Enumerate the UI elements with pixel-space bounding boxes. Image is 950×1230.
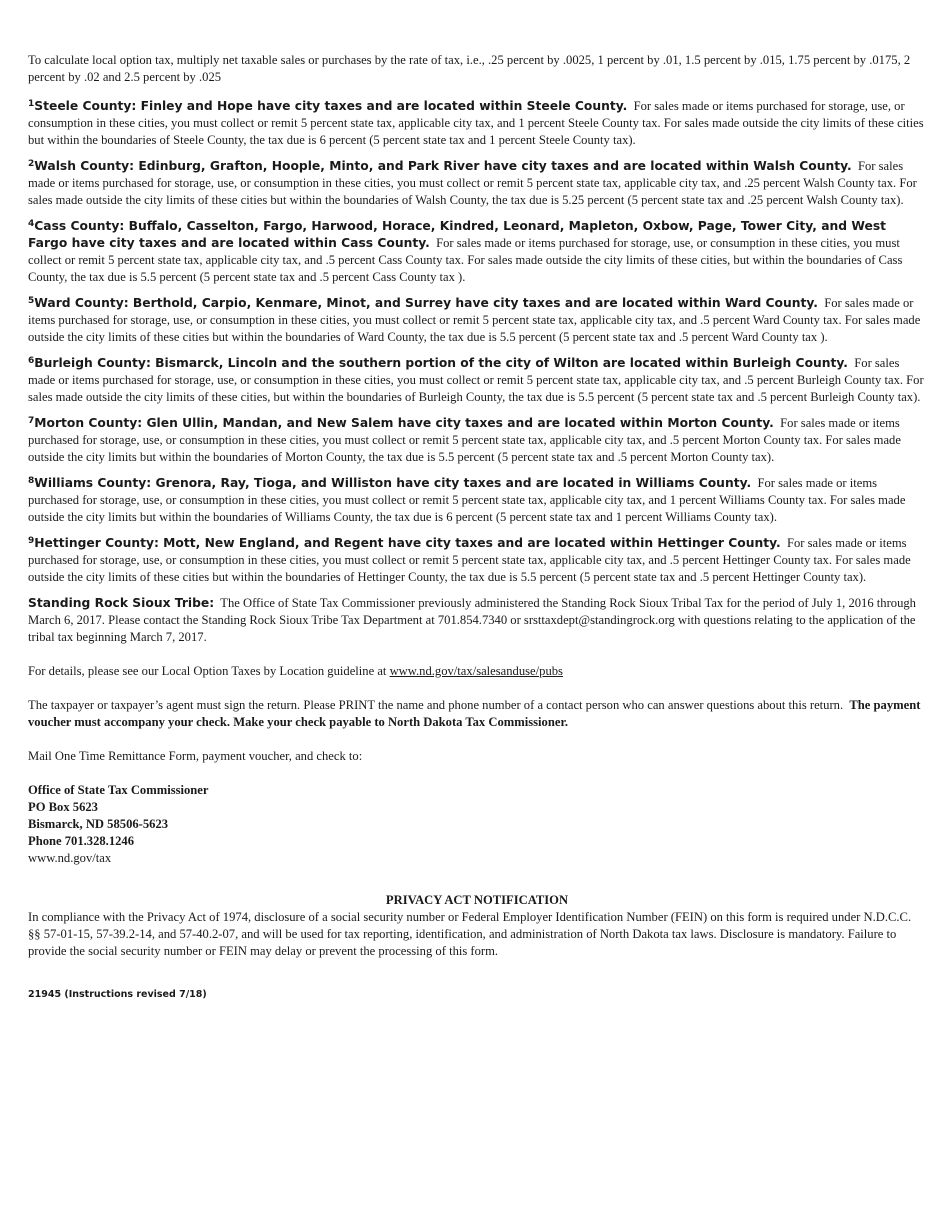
tribe-body: The Office of State Tax Commissioner previously administered the Standing Rock Sioux Tribal Tax for the period of July 1, 2016 through March 6, 2017. Please contact the Standing Rock Sioux Tribe Tax Department at 701.854.7340 or srsttaxdept@standingrock.org with questions relating to the application of the tribal tax beginning March 7, 2017. xyxy=(28,596,916,644)
footnote-marker: 5 xyxy=(28,296,35,306)
sign-paragraph xyxy=(28,697,926,731)
county-body: For sales made or items purchased for storage, use, or consumption in these cities, you must collect or remit 5 percent state tax, applicable city tax, and .5 percent Ward County tax. For sales made outside the city limits of these cities but within the boundaries of Ward County, the tax due is 5.5 percent (5 percent state tax and .5 percent Ward County tax ). xyxy=(28,296,921,344)
county-cass xyxy=(28,218,926,286)
county-body: For sales made or items purchased for storage, use, or consumption in these cities, you must collect or remit 5 percent state tax, applicable city tax, and 1 percent Williams County tax. For sales made outside the city limits but within the boundaries of Williams County, the tax due is 6 percent (5 percent state tax and 1 percent Williams County tax). xyxy=(28,476,906,524)
mailing-address xyxy=(28,782,926,867)
privacy-title: PRIVACY ACT NOTIFICATION xyxy=(385,893,569,907)
address-website: www.nd.gov/tax xyxy=(28,851,112,865)
county-hettinger xyxy=(28,535,926,586)
privacy-body: In compliance with the Privacy Act of 1974, disclosure of a social security number or Federal Employer Identification Number (FEIN) on this form is required under N.D.C.C. §§ 57-01-15, 57-39.2-14, and 57-40.2-07, and will be used for tax reporting, identification, and administration of North Dakota tax laws. Disclosure is mandatory. Failure to provide the social security number or FEIN may delay or prevent the processing of this form. xyxy=(28,910,912,958)
county-body: For sales made or items purchased for storage, use, or consumption in these cities, you must collect or remit 5 percent state tax, applicable city tax, and .5 percent Burleigh County tax. For sales made outside the city limits of these cities, but within the boundaries of Burleigh County, the tax due is 5.5 percent (5 percent state tax and .5 percent Burleigh County tax). xyxy=(28,356,924,404)
county-heading-text: Williams County: Grenora, Ray, Tioga, and Williston have city taxes and are located in Williams County. xyxy=(34,476,752,490)
county-williams xyxy=(28,475,926,526)
footnote-marker: 4 xyxy=(28,219,35,229)
publications-link[interactable]: www.nd.gov/tax/salesanduse/pubs xyxy=(389,664,563,678)
footnote-marker: 7 xyxy=(28,416,35,426)
county-heading xyxy=(28,476,751,490)
county-ward xyxy=(28,295,926,346)
footnote-marker: 9 xyxy=(28,536,35,546)
county-body: For sales made or items purchased for storage, use, or consumption in these cities, you must collect or remit 5 percent state tax, applicable city tax, and 1 percent Steele County tax. For sales made outside the city limits of these cities but within the boundaries of Steele County, the tax due is 6 percent (5 percent state tax and 1 percent Steele County tax). xyxy=(28,99,924,147)
mail-instructions: Mail One Time Remittance Form, payment voucher, and check to: xyxy=(28,749,363,763)
footnote-marker: 6 xyxy=(28,356,35,366)
county-morton xyxy=(28,415,926,466)
county-heading-text: Hettinger County: Mott, New England, and Regent have city taxes and are located within Hettinger County. xyxy=(34,536,781,550)
intro-paragraph: To calculate local option tax, multiply net taxable sales or purchases by the rate of tax, i.e., .25 percent by .0025, 1 percent by .01, 1.5 percent by .015, 1.75 percent by .0175, 2 percent by .02 and 2.5 percent by .025 xyxy=(28,53,911,84)
county-heading-text: Walsh County: Edinburg, Grafton, Hoople, Minto, and Park River have city taxes and are located within Walsh County. xyxy=(34,159,852,173)
sign-text: The taxpayer or taxpayer’s agent must sign the return. Please PRINT the name and phone number of a contact person who can answer questions about this return. xyxy=(28,698,844,712)
county-body: For sales made or items purchased for storage, use, or consumption in these cities, you must collect or remit 5 percent state tax, applicable city tax, and .5 percent Morton County tax. For sales made outside the city limits but within the boundaries of Morton County, the tax due is 5.5 percent (5 percent state tax and .5 percent Morton County tax). xyxy=(28,416,901,464)
tribe-heading: Standing Rock Sioux Tribe: xyxy=(28,596,215,610)
address-phone: Phone 701.328.1246 xyxy=(28,834,135,848)
form-identifier: 21945 (Instructions revised 7/18) xyxy=(28,989,207,1000)
standing-rock-tribe xyxy=(28,595,926,646)
county-heading xyxy=(28,296,818,310)
county-body: For sales made or items purchased for storage, use, or consumption in these cities, you must collect or remit 5 percent state tax, applicable city tax, and .5 percent Cass County tax. For sales made outside the city limits of these cities, but within the boundaries of Cass County, the tax due is 5.5 percent (5 percent state tax and .5 percent Cass County tax ). xyxy=(28,236,903,284)
address-po-box: PO Box 5623 xyxy=(28,800,98,814)
footnote-marker: 1 xyxy=(28,99,35,109)
county-heading xyxy=(28,356,848,370)
instructions-page xyxy=(28,52,926,1003)
county-heading-text: Steele County: Finley and Hope have city taxes and are located within Steele County. xyxy=(34,99,628,113)
address-office: Office of State Tax Commissioner xyxy=(28,783,209,797)
county-burleigh xyxy=(28,355,926,406)
details-text: For details, please see our Local Option Taxes by Location guideline at xyxy=(28,664,387,678)
county-heading-text: Burleigh County: Bismarck, Lincoln and the southern portion of the city of Wilton are located within Burleigh County. xyxy=(34,356,848,370)
address-city: Bismarck, ND 58506-5623 xyxy=(28,817,169,831)
county-heading-text: Cass County: Buffalo, Casselton, Fargo, Harwood, Horace, Kindred, Leonard, Mapleton, Oxbow, Page, Tower City, and West Fargo have city taxes and are located within Cass County. xyxy=(28,219,887,250)
footnote-marker: 8 xyxy=(28,476,35,486)
county-heading-text: Morton County: Glen Ullin, Mandan, and New Salem have city taxes and are located within Morton County. xyxy=(34,416,774,430)
county-body: For sales made or items purchased for storage, use, or consumption in these cities, you must collect or remit 5 percent state tax, applicable city tax, and .25 percent Walsh County tax. For sales made outside the city limits of these cities but within the boundaries of Walsh County, the tax due is 5.25 percent (5 percent state tax and .25 percent Walsh County tax). xyxy=(28,159,917,207)
county-heading xyxy=(28,99,627,113)
county-heading xyxy=(28,159,852,173)
details-paragraph xyxy=(28,663,926,680)
county-body: For sales made or items purchased for storage, use, or consumption in these cities, you must collect or remit 5 percent state tax, applicable city tax, and .5 percent Hettinger County tax. For sales made outside the city limits of these cities but within the boundaries of Hettinger County, the tax due is 5.5 percent (5 percent state tax and .5 percent Hettinger County tax). xyxy=(28,536,911,584)
county-walsh xyxy=(28,158,926,209)
footnote-marker: 2 xyxy=(28,159,35,169)
county-heading-text: Ward County: Berthold, Carpio, Kenmare, Minot, and Surrey have city taxes and are located within Ward County. xyxy=(34,296,818,310)
payment-instructions: The payment voucher must accompany your check. Make your check payable to North Dakota Tax Commissioner. xyxy=(28,698,921,729)
county-heading xyxy=(28,536,781,550)
county-steele xyxy=(28,98,926,149)
county-heading xyxy=(28,416,774,430)
